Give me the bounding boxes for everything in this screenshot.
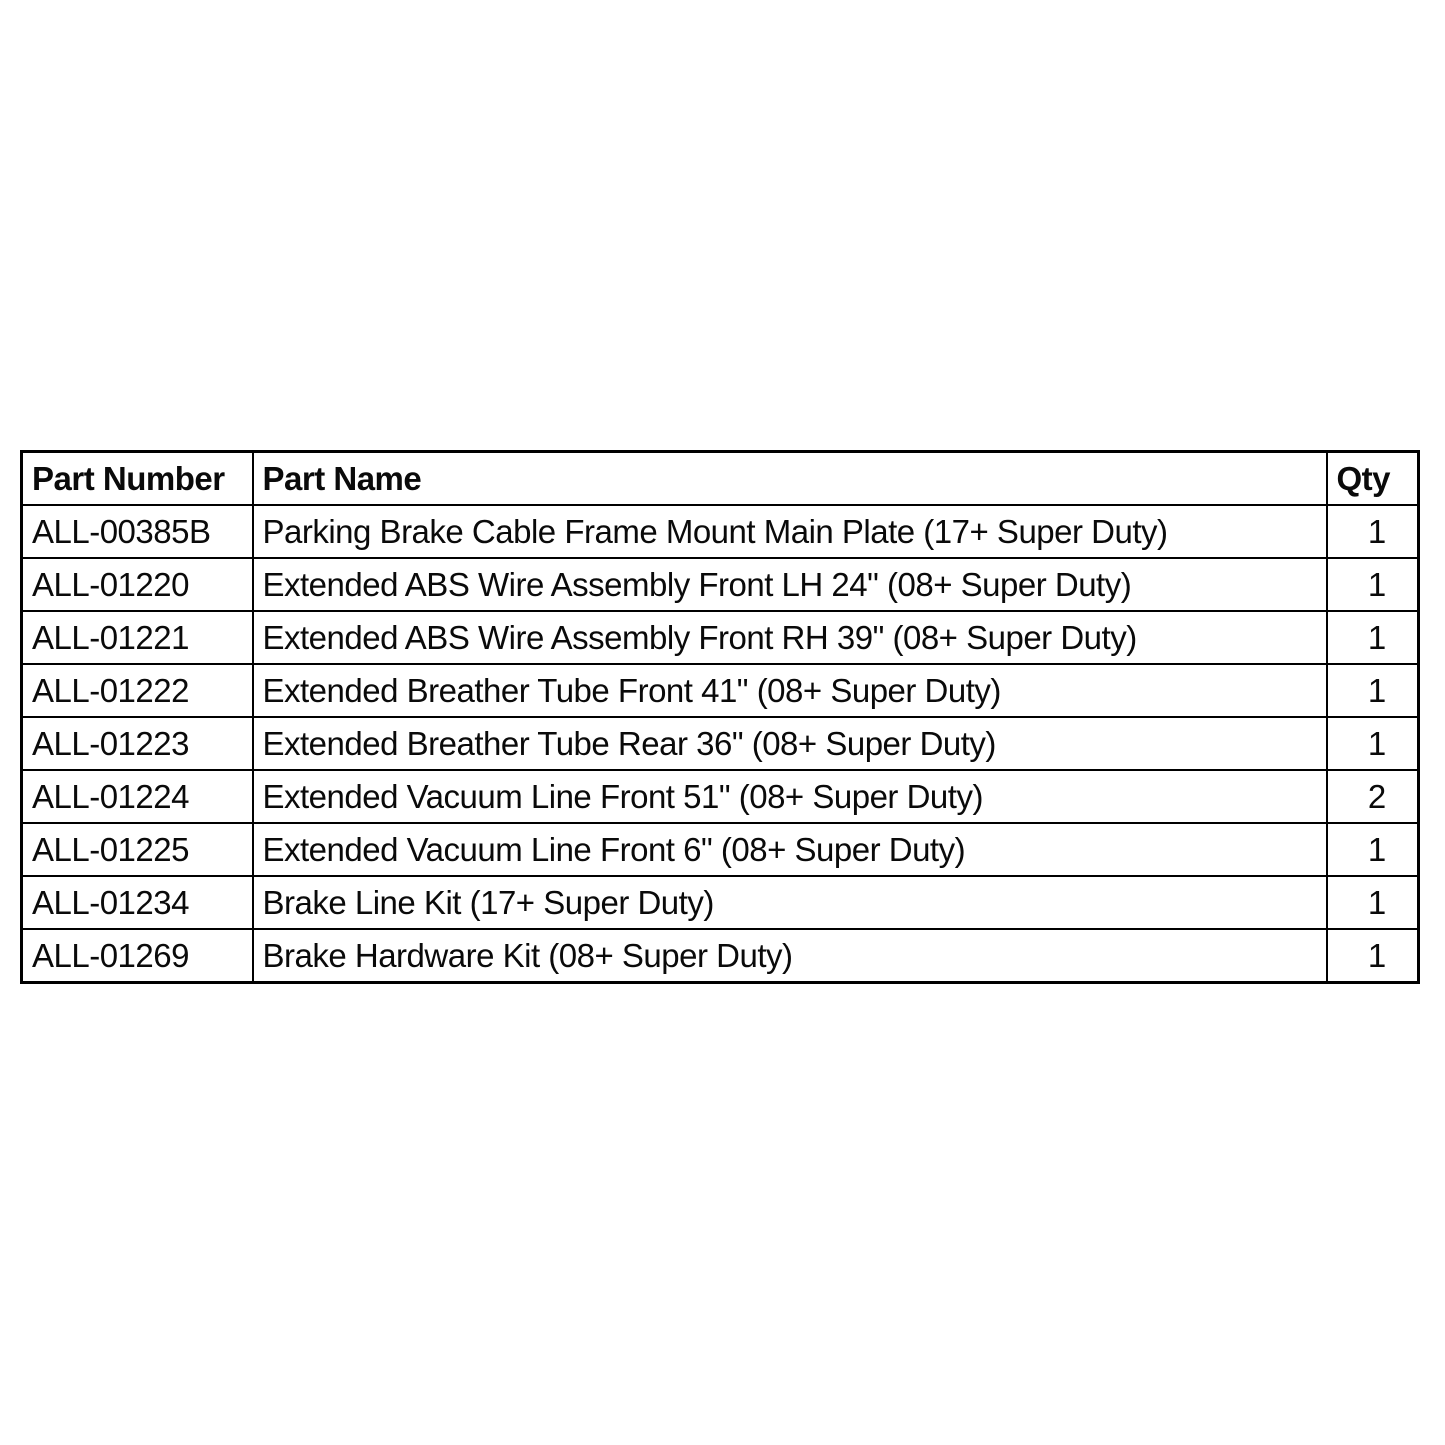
table-row: [22, 770, 1419, 823]
part-number-cell: ALL-01269: [22, 929, 253, 983]
column-header-qty: Qty: [1327, 452, 1419, 506]
qty-cell: 1: [1327, 505, 1419, 558]
part-number-cell: ALL-01221: [22, 611, 253, 664]
part-number-cell: ALL-01222: [22, 664, 253, 717]
part-number-cell: ALL-01234: [22, 876, 253, 929]
qty-cell: 2: [1327, 770, 1419, 823]
part-number-cell: ALL-01223: [22, 717, 253, 770]
part-name-cell: Extended Vacuum Line Front 51" (08+ Super Duty): [253, 770, 1327, 823]
part-name-cell: Parking Brake Cable Frame Mount Main Plate (17+ Super Duty): [253, 505, 1327, 558]
part-name-cell: Extended ABS Wire Assembly Front RH 39" (08+ Super Duty): [253, 611, 1327, 664]
table-row: [22, 823, 1419, 876]
part-number-cell: ALL-00385B: [22, 505, 253, 558]
column-header-part-number: Part Number: [22, 452, 253, 506]
qty-cell: 1: [1327, 558, 1419, 611]
qty-cell: 1: [1327, 876, 1419, 929]
part-name-cell: Extended ABS Wire Assembly Front LH 24" (08+ Super Duty): [253, 558, 1327, 611]
table-row: [22, 505, 1419, 558]
part-name-cell: Brake Hardware Kit (08+ Super Duty): [253, 929, 1327, 983]
table-row: [22, 717, 1419, 770]
part-name-cell: Extended Vacuum Line Front 6" (08+ Super Duty): [253, 823, 1327, 876]
part-number-cell: ALL-01225: [22, 823, 253, 876]
parts-list-table: [20, 450, 1420, 984]
part-name-cell: Brake Line Kit (17+ Super Duty): [253, 876, 1327, 929]
qty-cell: 1: [1327, 823, 1419, 876]
table-row: [22, 929, 1419, 983]
qty-cell: 1: [1327, 717, 1419, 770]
table-row: [22, 664, 1419, 717]
column-header-part-name: Part Name: [253, 452, 1327, 506]
qty-cell: 1: [1327, 664, 1419, 717]
part-number-cell: ALL-01224: [22, 770, 253, 823]
table-row: [22, 876, 1419, 929]
part-name-cell: Extended Breather Tube Front 41" (08+ Super Duty): [253, 664, 1327, 717]
header-row: [22, 452, 1419, 506]
part-name-cell: Extended Breather Tube Rear 36" (08+ Super Duty): [253, 717, 1327, 770]
table-row: [22, 611, 1419, 664]
qty-cell: 1: [1327, 929, 1419, 983]
table-row: [22, 558, 1419, 611]
qty-cell: 1: [1327, 611, 1419, 664]
part-number-cell: ALL-01220: [22, 558, 253, 611]
